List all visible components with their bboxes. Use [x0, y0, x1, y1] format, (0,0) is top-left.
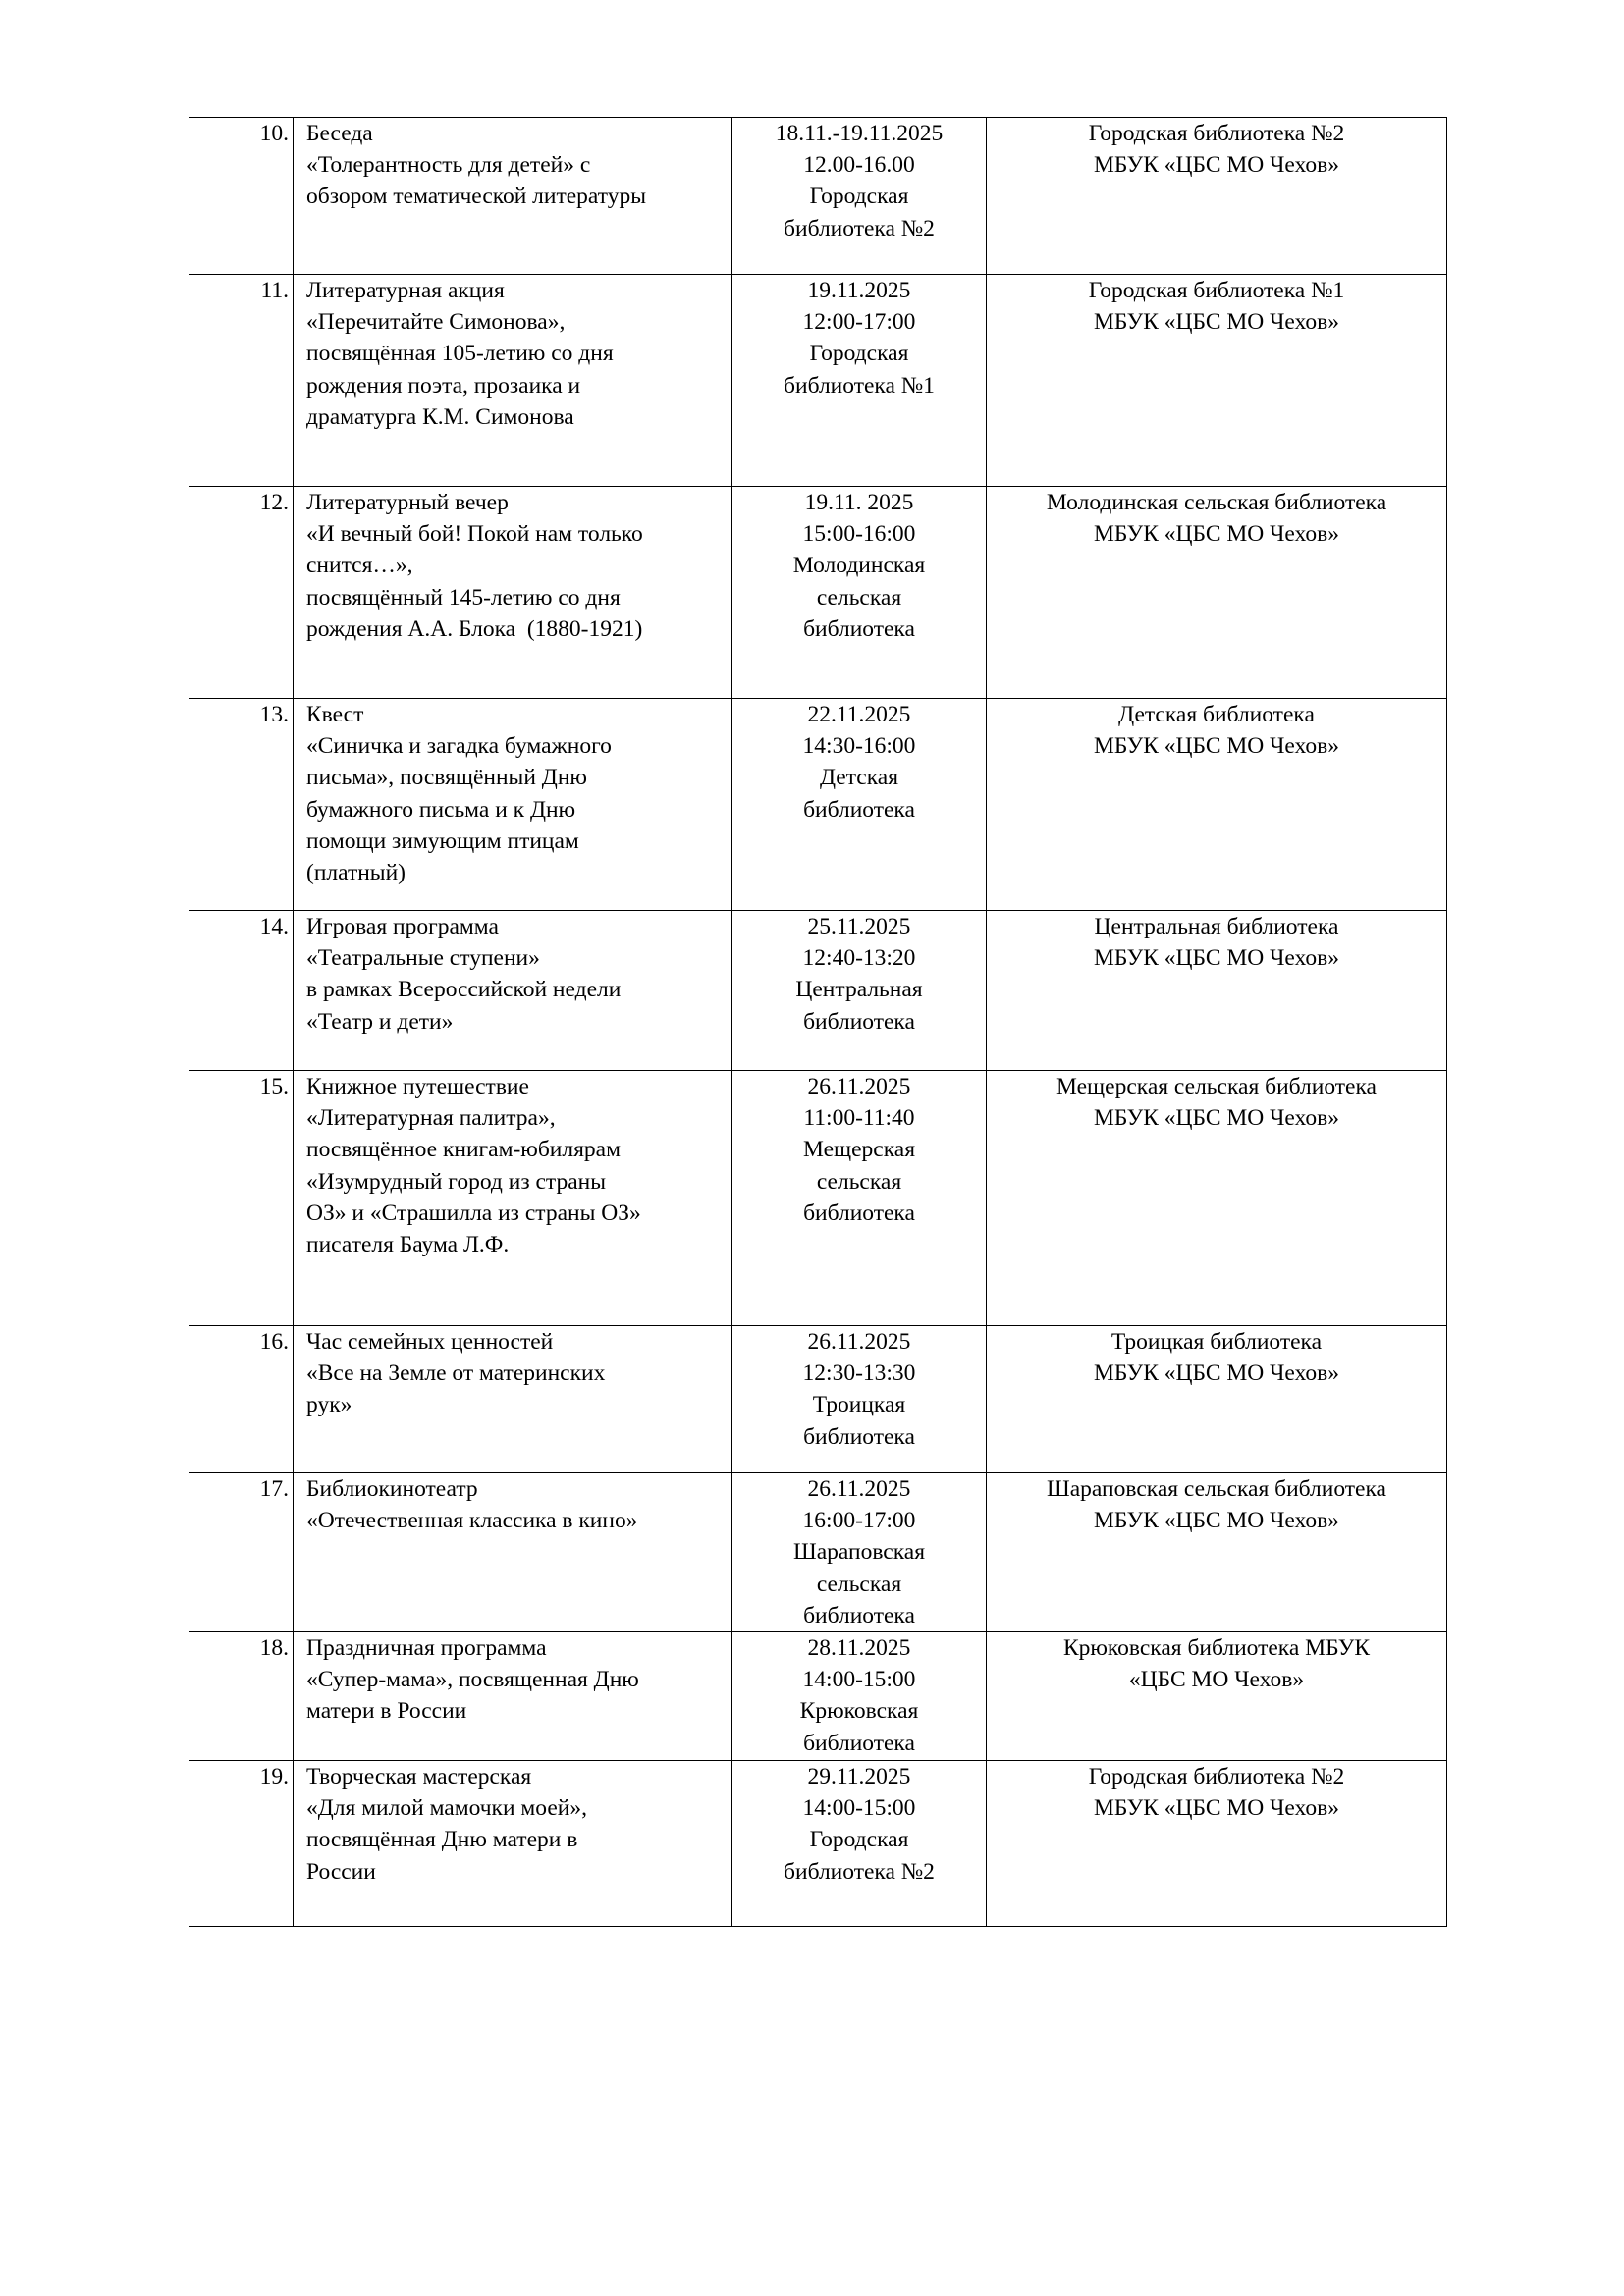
text-line: Городская: [809, 1827, 909, 1853]
text-line: рождения А.А. Блока (1880-1921): [306, 615, 643, 642]
text-line: МБУК «ЦБС МО Чехов»: [1094, 1361, 1339, 1387]
text-line: 28.11.2025: [807, 1635, 911, 1662]
text-line: Городская: [809, 184, 909, 210]
text-line: Молодинская: [792, 553, 926, 579]
event-title-cell: [294, 1761, 732, 1927]
event-title-cell: [294, 911, 732, 1071]
text-line: 26.11.2025: [807, 1476, 911, 1502]
text-line: драматурга К.М. Симонова: [306, 403, 574, 430]
text-line: библиотека: [803, 1730, 915, 1756]
event-number: 15.: [189, 1071, 294, 1326]
text-line: Детская: [819, 765, 899, 791]
text-line: «Отечественная классика в кино»: [306, 1508, 638, 1534]
text-line: помощи зимующим птицам: [306, 828, 579, 854]
text-line: «Литературная палитра»,: [306, 1105, 556, 1132]
text-line: Центральная: [795, 977, 923, 1003]
event-organizer-cell: [987, 1326, 1447, 1473]
event-title-cell: [294, 699, 732, 911]
text-line: 11:00-11:40: [803, 1105, 915, 1132]
events-table: [189, 117, 1447, 1927]
event-number: 13.: [189, 699, 294, 911]
text-line: «Толерантность для детей» с: [306, 152, 591, 179]
event-organizer-cell: [987, 699, 1447, 911]
event-organizer-cell: [987, 487, 1447, 699]
text-line: писателя Баума Л.Ф.: [306, 1232, 510, 1258]
text-line: 14:00-15:00: [802, 1667, 916, 1693]
event-organizer-cell: [987, 1632, 1447, 1761]
text-line: ОЗ» и «Страшилла из страны ОЗ»: [306, 1200, 641, 1226]
text-line: в рамках Всероссийской недели: [306, 977, 622, 1003]
event-number: 10.: [189, 118, 294, 275]
text-line: Литературный вечер: [306, 490, 509, 515]
event-title-cell: [294, 275, 732, 487]
table-row: [189, 1473, 1447, 1632]
text-line: 14:00-15:00: [802, 1795, 916, 1822]
text-line: Троицкая: [812, 1392, 906, 1418]
text-line: «Синичка и загадка бумажного: [306, 733, 612, 760]
text-line: Шараповская сельская библиотека: [1047, 1476, 1386, 1502]
text-line: МБУК «ЦБС МО Чехов»: [1094, 1105, 1339, 1132]
event-datetime-cell: [732, 1071, 987, 1326]
text-line: Детская библиотека: [1118, 702, 1315, 727]
text-line: Игровая программа: [306, 914, 499, 939]
text-line: библиотека: [803, 615, 915, 642]
event-title-cell: [294, 118, 732, 275]
table-row: [189, 1326, 1447, 1473]
event-organizer-cell: [987, 1071, 1447, 1326]
text-line: Шараповская: [792, 1539, 926, 1566]
text-line: 12.00-16.00: [803, 152, 915, 179]
text-line: 26.11.2025: [807, 1329, 911, 1355]
text-line: 12:30-13:30: [802, 1361, 916, 1387]
text-line: Мещерская: [802, 1137, 916, 1163]
event-organizer-cell: [987, 118, 1447, 275]
text-line: посвящённое книгам-юбилярам: [306, 1137, 621, 1163]
text-line: 19.11. 2025: [804, 490, 914, 515]
text-line: МБУК «ЦБС МО Чехов»: [1094, 521, 1339, 548]
text-line: библиотека №2: [784, 1858, 935, 1885]
text-line: посвящённая 105-летию со дня: [306, 341, 614, 367]
text-line: Молодинская сельская библиотека: [1046, 490, 1387, 515]
text-line: 22.11.2025: [807, 702, 911, 727]
table-row: [189, 118, 1447, 275]
text-line: 29.11.2025: [807, 1764, 911, 1790]
table-row: [189, 275, 1447, 487]
event-datetime-cell: [732, 487, 987, 699]
text-line: Городская библиотека №1: [1088, 278, 1345, 303]
text-line: Городская библиотека №2: [1088, 1764, 1345, 1790]
text-line: 14:30-16:00: [802, 733, 916, 760]
text-line: «ЦБС МО Чехов»: [1128, 1667, 1305, 1693]
text-line: Праздничная программа: [306, 1635, 547, 1662]
text-line: Творческая мастерская: [306, 1764, 532, 1790]
event-title-cell: [294, 487, 732, 699]
text-line: Городская: [809, 341, 909, 367]
event-number: 16.: [189, 1326, 294, 1473]
text-line: «Перечитайте Симонова»,: [306, 309, 566, 336]
event-organizer-cell: [987, 275, 1447, 487]
text-line: МБУК «ЦБС МО Чехов»: [1094, 1795, 1339, 1822]
text-line: Крюковская библиотека МБУК: [1062, 1635, 1371, 1662]
table-row: [189, 1071, 1447, 1326]
text-line: МБУК «ЦБС МО Чехов»: [1094, 945, 1339, 972]
text-line: Час семейных ценностей: [306, 1329, 554, 1355]
event-title-cell: [294, 1326, 732, 1473]
text-line: 18.11.-19.11.2025: [775, 121, 944, 146]
text-line: 25.11.2025: [807, 914, 911, 939]
text-line: сельская: [816, 584, 902, 611]
event-datetime-cell: [732, 1632, 987, 1761]
text-line: «Театр и дети»: [306, 1008, 454, 1035]
event-title-cell: [294, 1071, 732, 1326]
event-number: 19.: [189, 1761, 294, 1927]
event-datetime-cell: [732, 699, 987, 911]
text-line: МБУК «ЦБС МО Чехов»: [1094, 733, 1339, 760]
text-line: Книжное путешествие: [306, 1074, 529, 1099]
text-line: письма», посвящённый Дню: [306, 765, 587, 791]
text-line: библиотека: [803, 1200, 915, 1226]
text-line: России: [306, 1858, 376, 1885]
text-line: снится…»,: [306, 553, 413, 579]
text-line: библиотека №1: [784, 372, 935, 399]
text-line: Квест: [306, 702, 364, 727]
text-line: Библиокинотеатр: [306, 1476, 478, 1502]
text-line: библиотека: [803, 796, 915, 823]
event-datetime-cell: [732, 118, 987, 275]
text-line: «Театральные ступени»: [306, 945, 540, 972]
text-line: Крюковская: [799, 1698, 919, 1725]
text-line: 26.11.2025: [807, 1074, 911, 1099]
text-line: 19.11.2025: [807, 278, 911, 303]
event-organizer-cell: [987, 1473, 1447, 1632]
table-row: [189, 911, 1447, 1071]
event-number: 14.: [189, 911, 294, 1071]
text-line: МБУК «ЦБС МО Чехов»: [1094, 152, 1339, 179]
text-line: МБУК «ЦБС МО Чехов»: [1094, 309, 1339, 336]
text-line: 15:00-16:00: [802, 521, 916, 548]
event-number: 12.: [189, 487, 294, 699]
text-line: библиотека: [803, 1423, 915, 1450]
event-organizer-cell: [987, 911, 1447, 1071]
event-title-cell: [294, 1632, 732, 1761]
event-number: 17.: [189, 1473, 294, 1632]
text-line: Троицкая библиотека: [1110, 1329, 1323, 1355]
event-datetime-cell: [732, 275, 987, 487]
text-line: рук»: [306, 1392, 352, 1418]
text-line: матери в России: [306, 1698, 467, 1725]
text-line: библиотека: [803, 1008, 915, 1035]
events-table-body: [189, 118, 1447, 1927]
text-line: «Все на Земле от материнских: [306, 1361, 606, 1387]
text-line: бумажного письма и к Дню: [306, 796, 576, 823]
text-line: библиотека №2: [784, 215, 935, 241]
text-line: Городская библиотека №2: [1088, 121, 1345, 146]
text-line: «Для милой мамочки моей»,: [306, 1795, 587, 1822]
text-line: Мещерская сельская библиотека: [1056, 1074, 1377, 1099]
event-organizer-cell: [987, 1761, 1447, 1927]
text-line: Литературная акция: [306, 278, 505, 303]
event-number: 18.: [189, 1632, 294, 1761]
text-line: посвящённый 145-летию со дня: [306, 584, 621, 611]
event-datetime-cell: [732, 1761, 987, 1927]
text-line: «Супер-мама», посвященная Дню: [306, 1667, 639, 1693]
text-line: сельская: [816, 1168, 902, 1195]
table-row: [189, 699, 1447, 911]
event-datetime-cell: [732, 911, 987, 1071]
text-line: МБУК «ЦБС МО Чехов»: [1094, 1508, 1339, 1534]
text-line: обзором тематической литературы: [306, 184, 646, 210]
text-line: 12:40-13:20: [802, 945, 916, 972]
table-row: [189, 1761, 1447, 1927]
text-line: «Изумрудный город из страны: [306, 1168, 607, 1195]
table-row: [189, 487, 1447, 699]
text-line: 12:00-17:00: [802, 309, 916, 336]
event-number: 11.: [189, 275, 294, 487]
text-line: Беседа: [306, 121, 373, 146]
text-line: Центральная библиотека: [1094, 914, 1339, 939]
event-title-cell: [294, 1473, 732, 1632]
text-line: сельская: [816, 1571, 902, 1597]
event-datetime-cell: [732, 1473, 987, 1632]
event-datetime-cell: [732, 1326, 987, 1473]
text-line: рождения поэта, прозаика и: [306, 372, 581, 399]
text-line: (платный): [306, 860, 406, 886]
table-row: [189, 1632, 1447, 1761]
text-line: посвящённая Дню матери в: [306, 1827, 578, 1853]
text-line: библиотека: [803, 1602, 915, 1629]
text-line: 16:00-17:00: [802, 1508, 916, 1534]
text-line: «И вечный бой! Покой нам только: [306, 521, 643, 548]
